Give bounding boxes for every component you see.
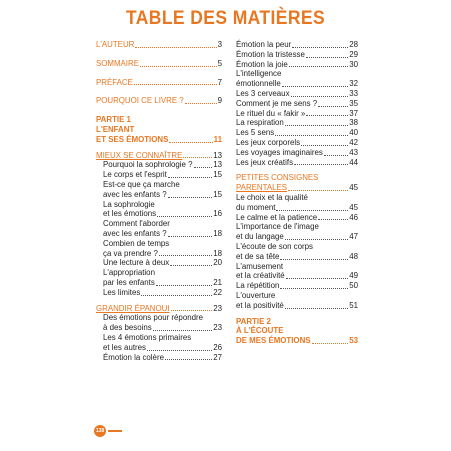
toc-entry-label: Émotion la joie — [236, 59, 288, 69]
leader-dots — [156, 285, 212, 286]
toc-entry-label: avec les enfants ? — [103, 228, 167, 238]
leader-dots — [318, 219, 348, 220]
toc-entry-label: Émotion la tristesse — [236, 49, 305, 59]
toc-right-column — [236, 40, 358, 346]
toc-entry-page: 26 — [213, 342, 222, 352]
leader-dots — [168, 197, 213, 198]
toc-entry[interactable] — [236, 281, 358, 291]
toc-entry-label: Des émotions pour répondre — [103, 313, 204, 323]
toc-entry-label: Les 3 cerveaux — [236, 88, 290, 98]
toc-part-2[interactable]: PARTIE 2 À L'ÉCOUTE DE MES ÉMOTIONS 53 — [236, 316, 358, 346]
toc-entry-label: L'ouverture — [236, 290, 276, 300]
toc-entry-label: émotionnelle — [236, 79, 281, 89]
leader-dots — [306, 115, 348, 116]
leader-dots — [170, 265, 212, 266]
page-number-bar — [108, 430, 122, 432]
leader-dots — [291, 96, 349, 97]
toc-entry[interactable] — [96, 313, 222, 333]
leader-dots — [289, 66, 348, 67]
toc-entry-pourquoi[interactable]: POURQUOI CE LIVRE ? 9 — [96, 96, 222, 106]
toc-entry[interactable] — [96, 219, 222, 239]
toc-entry[interactable] — [236, 158, 358, 168]
toc-entry-label: Le rituel du « fakir » — [236, 108, 306, 118]
toc-entry-label: Le corps et l'esprit — [103, 170, 167, 180]
toc-entry-label: et les émotions — [103, 209, 157, 219]
toc-entry-label: ça va prendre ? — [103, 248, 158, 258]
toc-entry[interactable] — [236, 89, 358, 99]
toc-entry-page: 51 — [349, 300, 358, 310]
toc-entry-page: 44 — [349, 157, 358, 167]
leader-dots — [157, 216, 212, 217]
toc-entry-label: Les jeux créatifs — [236, 157, 294, 167]
toc-entry-label: Les voyages imaginaires — [236, 147, 323, 157]
leader-dots — [294, 164, 348, 165]
toc-entry-label: Les 4 émotions primaires — [103, 332, 192, 342]
leader-dots — [147, 350, 212, 351]
page-number-badge: 138 — [94, 425, 106, 437]
toc-entry[interactable] — [236, 193, 358, 213]
toc-entry-page: 22 — [213, 287, 222, 297]
toc-entry[interactable] — [96, 353, 222, 363]
leader-dots — [141, 295, 212, 296]
toc-entry-label: et la créativité — [236, 271, 285, 281]
toc-entry-page: 29 — [349, 49, 358, 59]
toc-entry-page: 13 — [213, 160, 222, 170]
toc-entry-page: 30 — [349, 59, 358, 69]
leader-dots — [159, 255, 212, 256]
toc-entry-preface[interactable]: PRÉFACE 7 — [96, 77, 222, 87]
toc-entry[interactable] — [96, 239, 222, 259]
toc-section-mieux[interactable]: MIEUX SE CONNAÎTRE 13 — [96, 150, 222, 160]
toc-entry[interactable] — [236, 60, 358, 70]
toc-entry-label: Une lecture à deux — [103, 258, 170, 268]
toc-right-items-2 — [236, 193, 358, 311]
leader-dots — [280, 288, 348, 289]
toc-entry-label: Comment je me sens ? — [236, 98, 318, 108]
toc-entry-page: 50 — [349, 281, 358, 291]
leader-dots — [168, 236, 213, 237]
toc-entry[interactable] — [96, 288, 222, 298]
toc-entry[interactable] — [96, 200, 222, 220]
toc-entry-page: 15 — [213, 170, 222, 180]
toc-entry[interactable] — [236, 262, 358, 282]
toc-entry-label: avec les enfants ? — [103, 189, 167, 199]
toc-entry[interactable] — [236, 213, 358, 223]
toc-entry-label: L'écoute de son corps — [236, 241, 313, 251]
toc-entry[interactable] — [96, 180, 222, 200]
toc-entry-label: La répétition — [236, 281, 280, 291]
leader-dots — [194, 167, 213, 168]
toc-entry-label: et les autres — [103, 342, 146, 352]
leader-dots — [282, 86, 348, 87]
leader-dots — [285, 239, 348, 240]
toc-entry-label: et de sa tête — [236, 251, 280, 261]
toc-entry-label: par les enfants — [103, 277, 155, 287]
leader-dots — [153, 330, 213, 331]
toc-entry[interactable] — [236, 69, 358, 89]
toc-entry[interactable] — [96, 160, 222, 170]
toc-entry-page: 43 — [349, 147, 358, 157]
toc-entry-label: L'appropriation — [103, 268, 155, 278]
toc-part-1[interactable]: PARTIE 1 L'ENFANT ET SES ÉMOTIONS 11 — [96, 115, 222, 144]
toc-entry-label: Les limites — [103, 287, 141, 297]
toc-entry-page: 18 — [213, 228, 222, 238]
toc-entry-sommaire[interactable]: SOMMAIRE 5 — [96, 58, 222, 68]
toc-entry-page: 42 — [349, 137, 358, 147]
toc-entry[interactable] — [236, 138, 358, 148]
toc-entry-page: 49 — [349, 271, 358, 281]
toc-section-mieux-items — [96, 160, 222, 297]
toc-entry[interactable] — [96, 333, 222, 353]
leader-dots — [275, 135, 348, 136]
toc-entry[interactable] — [96, 258, 222, 268]
toc-entry[interactable] — [236, 109, 358, 119]
toc-entry-page: 47 — [349, 232, 358, 242]
leader-dots — [318, 106, 348, 107]
toc-entry-label: à des besoins — [103, 323, 152, 333]
leader-dots — [301, 145, 348, 146]
toc-entry-label: Pourquoi la sophrologie ? — [103, 160, 193, 170]
toc-entry[interactable] — [236, 291, 358, 311]
toc-entry[interactable] — [96, 268, 222, 288]
toc-entry-label: L'amusement — [236, 261, 284, 271]
leader-dots — [285, 308, 348, 309]
toc-entry-label: Émotion la peur — [236, 40, 292, 49]
toc-entry-auteur[interactable]: L'AUTEUR 3 — [96, 40, 222, 49]
toc-entry-page: 23 — [213, 323, 222, 333]
toc-entry-page: 28 — [349, 40, 358, 49]
toc-entry-label: et la positivité — [236, 300, 284, 310]
toc-entry-label: Les jeux corporels — [236, 137, 301, 147]
leader-dots — [306, 57, 348, 58]
toc-entry-label: Émotion la colère — [103, 352, 164, 362]
toc-entry-label: Le choix et la qualité — [236, 192, 308, 202]
toc-entry-label: La sophrologie — [103, 199, 155, 209]
toc-entry-label: Combien de temps — [103, 238, 170, 248]
toc-entry-label: Les 5 sens — [236, 128, 275, 138]
toc-entry[interactable] — [236, 50, 358, 60]
leader-dots — [286, 278, 349, 279]
toc-entry-page: 45 — [349, 202, 358, 212]
leader-dots — [280, 259, 348, 260]
toc-entry[interactable] — [236, 242, 358, 262]
leader-dots — [165, 359, 212, 360]
toc-entry-page: 37 — [349, 108, 358, 118]
leader-dots — [168, 177, 212, 178]
toc-entry-page: 16 — [213, 209, 222, 219]
toc-entry-page: 32 — [349, 79, 358, 89]
toc-entry[interactable] — [236, 148, 358, 158]
toc-entry-page: 18 — [213, 248, 222, 258]
toc-entry-label: du moment — [236, 202, 276, 212]
toc-entry-page: 20 — [213, 258, 222, 268]
toc-entry-page: 27 — [213, 352, 222, 362]
toc-section-consignes[interactable]: PETITES CONSIGNES PARENTALES 45 — [236, 173, 358, 193]
toc-entry[interactable] — [236, 118, 358, 128]
toc-entry-label: L'intelligence — [236, 69, 282, 79]
toc-entry-page: 21 — [213, 277, 222, 287]
leader-dots — [324, 155, 348, 156]
toc-entry-label: La respiration — [236, 118, 284, 128]
toc-entry[interactable] — [236, 222, 358, 242]
toc-entry-label: et du langage — [236, 232, 284, 242]
leader-dots — [285, 125, 348, 126]
toc-entry-page: 38 — [349, 118, 358, 128]
toc-entry-page: 46 — [349, 212, 358, 222]
leader-dots — [292, 47, 348, 48]
toc-entry[interactable] — [236, 128, 358, 138]
toc-entry-label: Est-ce que ça marche — [103, 179, 180, 189]
toc-left-column — [96, 40, 222, 362]
toc-entry-page: 40 — [349, 128, 358, 138]
toc-section-grandir-items — [96, 313, 222, 362]
toc-entry-page: 48 — [349, 251, 358, 261]
toc-entry[interactable] — [236, 40, 358, 50]
toc-entry-label: L'importance de l'image — [236, 222, 319, 232]
toc-right-items-1 — [236, 40, 358, 167]
toc-entry-page: 33 — [349, 88, 358, 98]
toc-entry-page: 35 — [349, 98, 358, 108]
toc-entry-label: Le calme et la patience — [236, 212, 318, 222]
toc-entry[interactable] — [236, 99, 358, 109]
leader-dots — [276, 210, 348, 211]
toc-entry-page: 15 — [213, 189, 222, 199]
toc-section-grandir[interactable]: GRANDIR ÉPANOUI 23 — [96, 303, 222, 313]
toc-entry[interactable] — [96, 170, 222, 180]
page-title: TABLE DES MATIÈRES — [125, 6, 326, 29]
toc-entry-label: Comment l'aborder — [103, 219, 170, 229]
